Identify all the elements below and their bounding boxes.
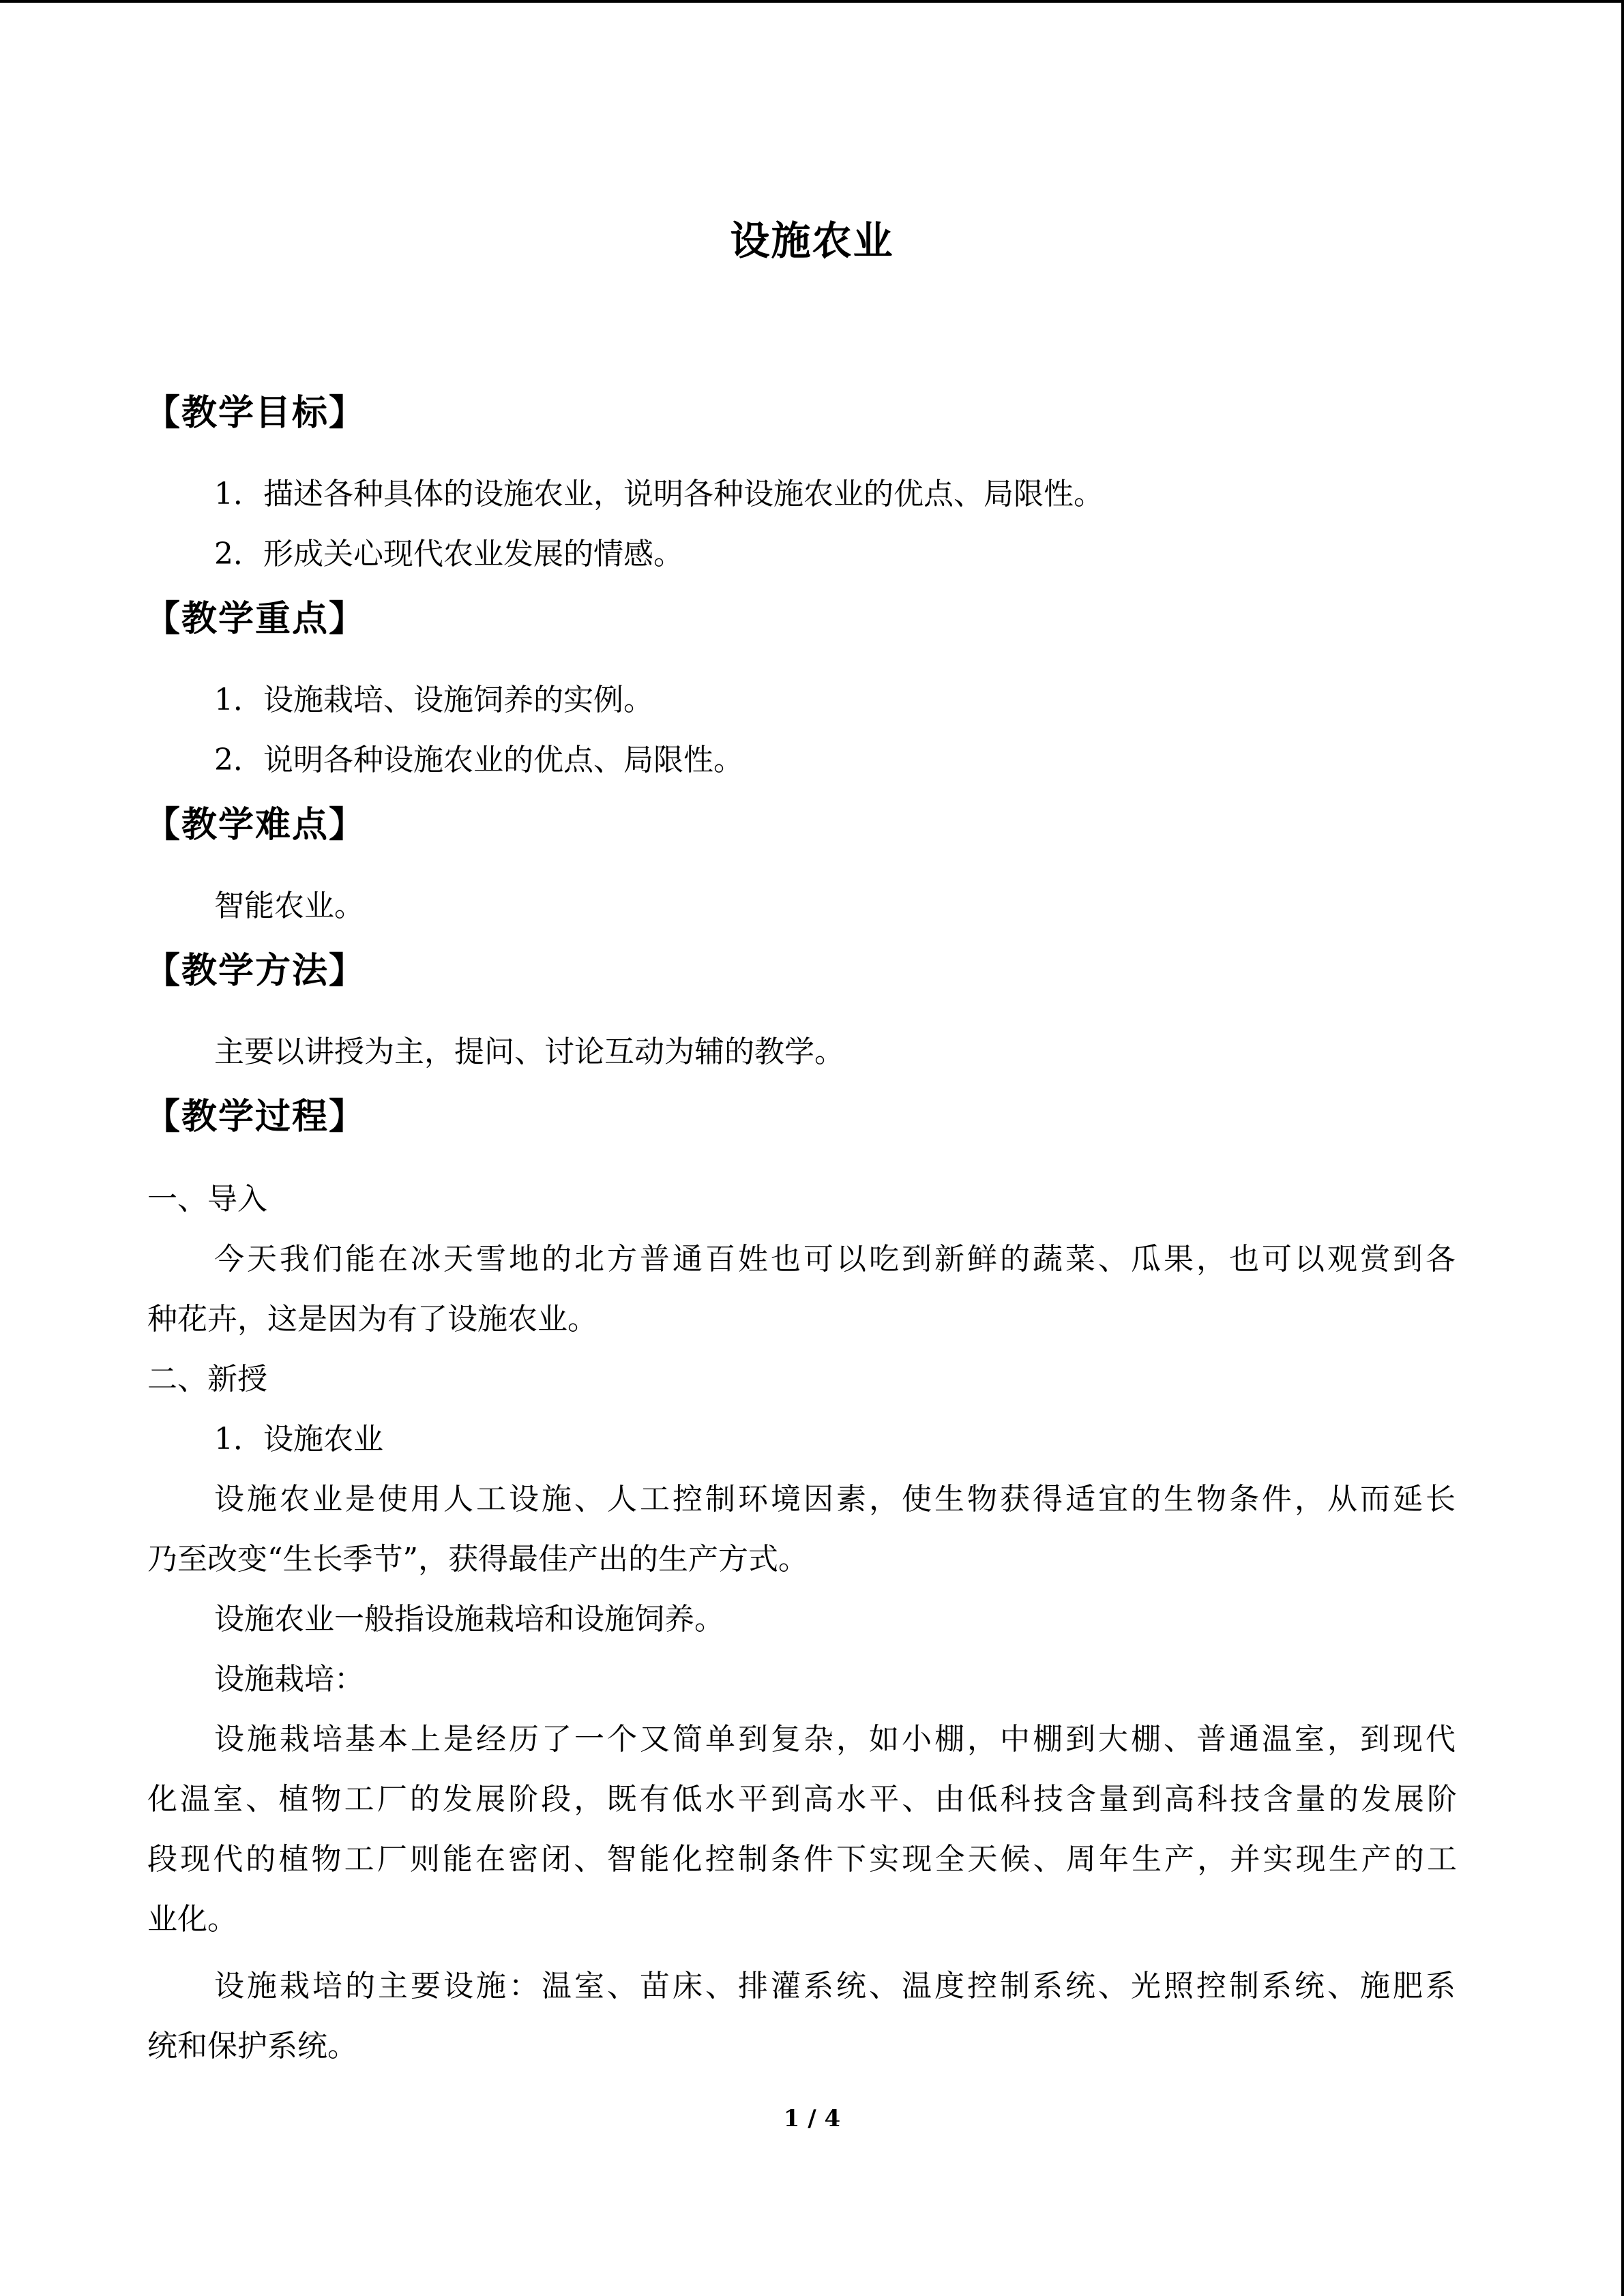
objective-item-2: 2．形成关心现代农业发展的情感。 [214, 537, 683, 571]
cultivation-line-1: 设施栽培基本上是经历了一个又简单到复杂，如小棚，中棚到大棚、普通温室，到现代 [214, 1722, 1456, 1757]
heading-objectives: 【教学目标】 [145, 392, 366, 434]
key-point-item-2: 2．说明各种设施农业的优点、局限性。 [214, 743, 743, 777]
heading-process: 【教学过程】 [145, 1096, 366, 1137]
new-lesson-label: 二、新授 [147, 1362, 267, 1397]
cultivation-line-2: 化温室、植物工厂的发展阶段，既有低水平到高水平、由低科技含量到高科技含量的发展阶 [147, 1782, 1457, 1817]
subsection-facility-agriculture: 1．设施农业 [214, 1422, 383, 1457]
definition-line-1: 设施农业是使用人工设施、人工控制环境因素，使生物获得适宜的生物条件，从而延长 [214, 1482, 1456, 1517]
intro-label: 一、导入 [147, 1182, 267, 1217]
page-top-border [0, 0, 1624, 3]
cultivation-line-3: 段现代的植物工厂则能在密闭、智能化控制条件下实现全天候、周年生产，并实现生产的工 [147, 1842, 1457, 1877]
page-right-border [1621, 0, 1624, 2296]
general-text: 设施农业一般指设施栽培和设施饲养。 [214, 1602, 724, 1637]
cultivation-label: 设施栽培： [214, 1662, 364, 1697]
facilities-line-1: 设施栽培的主要设施：温室、苗床、排灌系统、温度控制系统、光照控制系统、施肥系 [214, 1969, 1456, 2003]
difficulty-text: 智能农业。 [214, 889, 364, 923]
heading-difficulties: 【教学难点】 [145, 804, 366, 846]
intro-text-line-1: 今天我们能在冰天雪地的北方普通百姓也可以吃到新鲜的蔬菜、瓜果，也可以观赏到各 [214, 1242, 1456, 1277]
intro-text-line-2: 种花卉，这是因为有了设施农业。 [147, 1302, 597, 1337]
definition-line-2: 乃至改变“生长季节”，获得最佳产出的生产方式。 [147, 1542, 808, 1577]
methods-text: 主要以讲授为主，提问、讨论互动为辅的教学。 [214, 1034, 844, 1069]
document-title: 设施农业 [730, 218, 894, 264]
objective-item-1: 1．描述各种具体的设施农业，说明各种设施农业的优点、局限性。 [214, 477, 1104, 511]
heading-methods: 【教学方法】 [145, 950, 366, 992]
cultivation-line-4: 业化。 [147, 1902, 237, 1937]
facilities-line-2: 统和保护系统。 [147, 2029, 357, 2063]
key-point-item-1: 1．设施栽培、设施饲养的实例。 [214, 683, 653, 717]
heading-key-points: 【教学重点】 [145, 598, 366, 640]
page-number: 1 / 4 [783, 2105, 841, 2132]
